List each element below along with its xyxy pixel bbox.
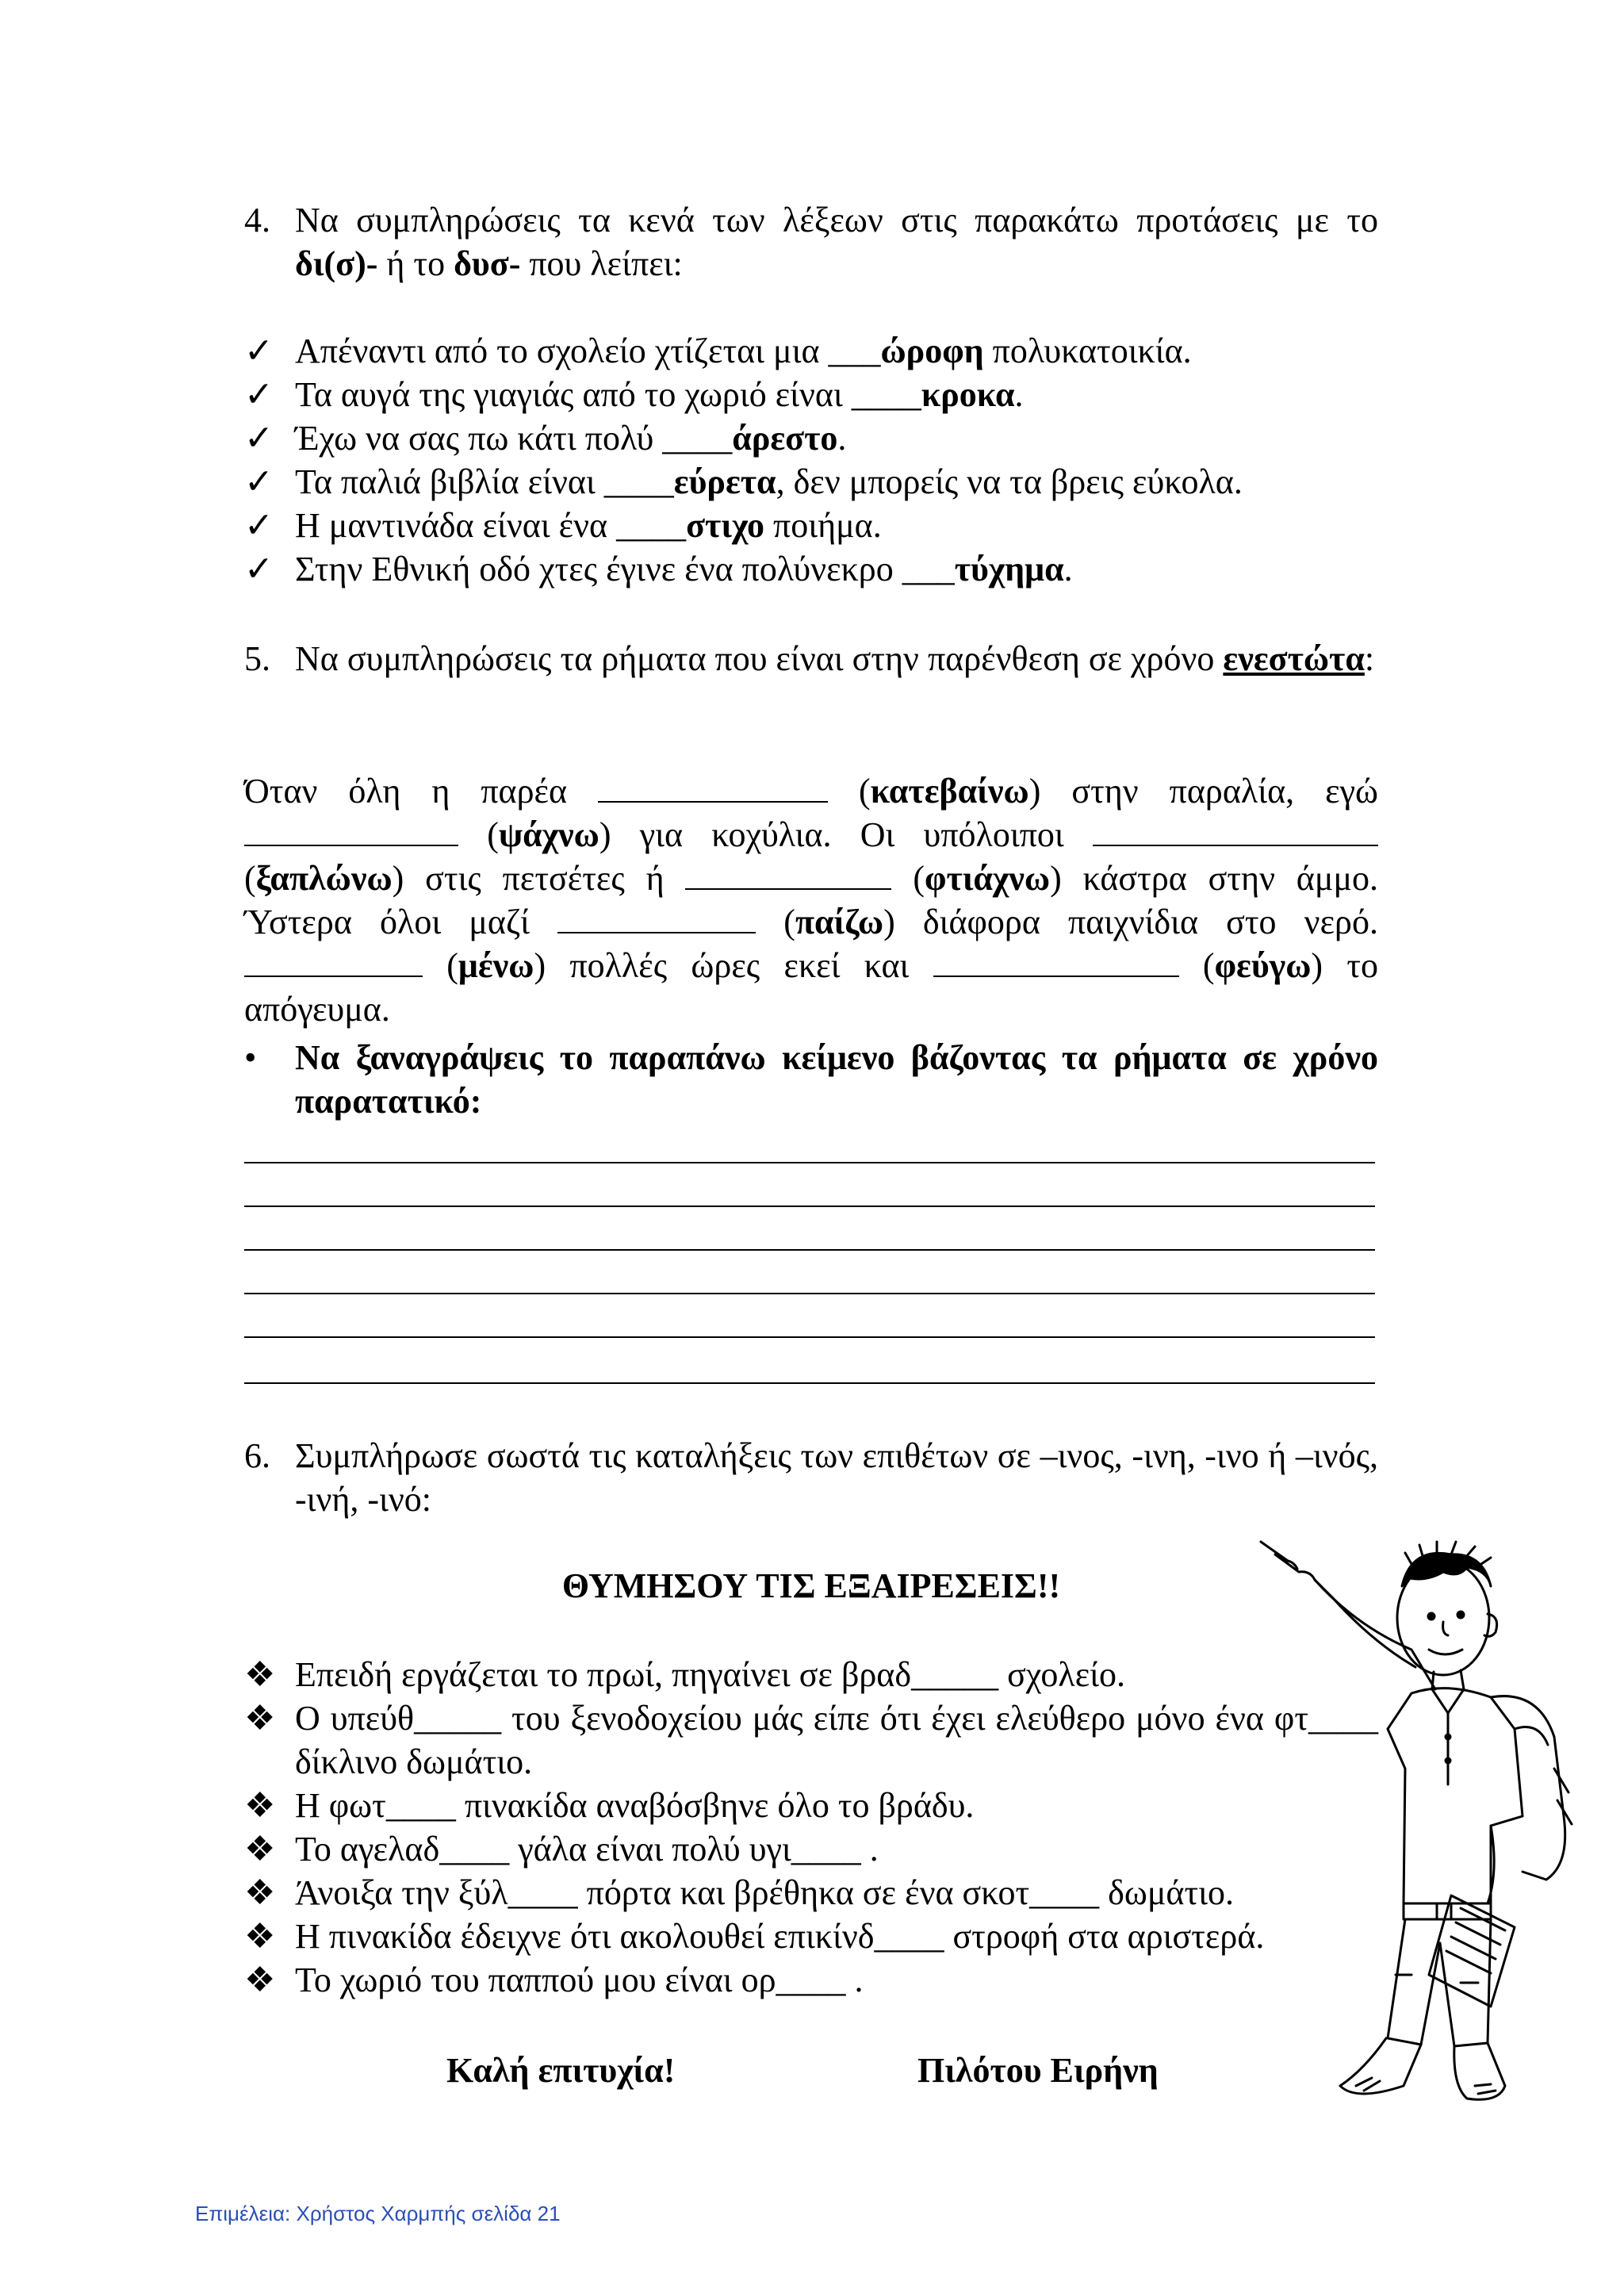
answer-line[interactable]	[244, 1336, 1375, 1338]
q6-sentence: ❖ Ο υπεύθ_____ του ξενοδοχείου μάς είπε ότι έχει ελεύθερο μόνο ένα φτ____ δίκλινο δωμάτιο.	[244, 1696, 1378, 1784]
diamond-bullet-icon: ❖	[244, 1786, 276, 1825]
q4-sentence: ✓ Η μαντινάδα είναι ένα ____στιχο ποιήμα.	[244, 504, 882, 547]
q4-sentence: ✓ Στην Εθνική οδό χτες έγινε ένα πολύνεκρο ___τύχημα.	[244, 547, 1073, 591]
diamond-bullet-icon: ❖	[244, 1917, 276, 1956]
diamond-bullet-icon: ❖	[244, 1699, 276, 1738]
checkmark-icon: ✓	[244, 550, 274, 588]
paragraph-line: Όταν όλη η παρέα (κατεβαίνω) στην παραλία, εγώ	[244, 769, 1378, 813]
question-number: 5.	[244, 639, 270, 678]
question-6-prompt: 6. Συμπλήρωσε σωστά τις καταλήξεις των επιθέτων σε –ινος, -ινη, -ινο ή –ινός, -ινή, -ινό:	[244, 1434, 1378, 1521]
q6-sentence: ❖ Το χωριό του παππού μου είναι ορ____ .	[244, 1958, 1378, 2002]
question-4-prompt: 4. Να συμπληρώσεις τα κενά των λέξεων στις παρακάτω προτάσεις με το δι(σ)- ή το δυσ- που λείπει:	[244, 198, 1378, 286]
verb-paragraph	[244, 769, 1378, 1031]
question-number: 4.	[244, 201, 270, 240]
answer-blank[interactable]	[557, 900, 756, 933]
checkmark-icon: ✓	[244, 462, 274, 501]
author-name: Πιλότου Ειρήνη	[917, 2051, 1159, 2090]
paragraph-line: απόγευμα.	[244, 990, 390, 1029]
exceptions-heading: ΘΥΜΗΣΟΥ ΤΙΣ ΕΞΑΙΡΕΣΕΙΣ!!	[561, 1566, 1061, 1605]
page-footer: Επιμέλεια: Χρήστος Χαρμπής σελίδα 21	[195, 2202, 561, 2225]
q6-sentence: ❖ Άνοιξα την ξύλ____ πόρτα και βρέθηκα σε ένα σκοτ____ δωμάτιο.	[244, 1871, 1378, 1915]
boy-pointing-illustration	[1253, 1531, 1586, 2118]
question-number: 6.	[244, 1436, 270, 1475]
diamond-bullet-icon: ❖	[244, 1830, 276, 1869]
good-luck-text: Καλή επιτυχία!	[446, 2051, 676, 2090]
checkmark-icon: ✓	[244, 506, 274, 545]
diamond-bullet-icon: ❖	[244, 1873, 276, 1912]
diamond-bullet-icon: ❖	[244, 1961, 276, 1999]
answer-line[interactable]	[244, 1293, 1375, 1294]
answer-line[interactable]	[244, 1249, 1375, 1251]
answer-blank[interactable]	[244, 944, 423, 977]
answer-blank[interactable]	[244, 813, 458, 846]
paragraph-line: (μένω) πολλές ώρες εκεί και (φεύγω) το	[244, 944, 1378, 987]
answer-line[interactable]	[244, 1205, 1375, 1207]
answer-blank[interactable]	[1093, 813, 1378, 846]
answer-blank[interactable]	[598, 769, 828, 803]
question-5-prompt: 5. Να συμπληρώσεις τα ρήματα που είναι στην παρένθεση σε χρόνο ενεστώτα:	[244, 637, 1378, 680]
q4-sentence: ✓ Τα παλιά βιβλία είναι ____εύρετα, δεν μπορείς να τα βρεις εύκολα.	[244, 460, 1243, 504]
paragraph-line: (ξαπλώνω) στις πετσέτες ή (φτιάχνω) κάστρα στην άμμο.	[244, 857, 1378, 900]
q4-sentence: ✓ Τα αυγά της γιαγιάς από το χωριό είναι ____κροκα.	[244, 373, 1024, 416]
q6-sentence: ❖ Επειδή εργάζεται το πρωί, πηγαίνει σε βραδ_____ σχολείο.	[244, 1653, 1378, 1696]
q6-sentence: ❖ Η φωτ____ πινακίδα αναβόσβηνε όλο το βράδυ.	[244, 1784, 1378, 1827]
answer-blank[interactable]	[933, 944, 1179, 977]
paragraph-line: (ψάχνω) για κοχύλια. Οι υπόλοιποι	[244, 813, 1378, 857]
q4-sentence: ✓ Έχω να σας πω κάτι πολύ ____άρεστο.	[244, 416, 846, 460]
bullet-icon: •	[244, 1038, 257, 1077]
q6-sentence: ❖ Το αγελαδ____ γάλα είναι πολύ υγι____ .	[244, 1827, 1378, 1871]
checkmark-icon: ✓	[244, 375, 274, 414]
rewrite-instruction: • Να ξαναγράψεις το παραπάνω κείμενο βάζοντας τα ρήματα σε χρόνο παρατατικό:	[244, 1036, 1378, 1123]
paragraph-line: Ύστερα όλοι μαζί (παίζω) διάφορα παιχνίδια στο νερό.	[244, 900, 1378, 944]
q6-sentence: ❖ Η πινακίδα έδειχνε ότι ακολουθεί επικίνδ____ στροφή στα αριστερά.	[244, 1915, 1378, 1958]
diamond-bullet-icon: ❖	[244, 1655, 276, 1694]
answer-line[interactable]	[244, 1382, 1375, 1384]
answer-line[interactable]	[244, 1162, 1375, 1163]
answer-blank[interactable]	[685, 857, 891, 890]
checkmark-icon: ✓	[244, 419, 274, 458]
checkmark-icon: ✓	[244, 332, 274, 370]
q4-sentence: ✓ Απέναντι από το σχολείο χτίζεται μια ___ώροφη πολυκατοικία.	[244, 329, 1192, 373]
